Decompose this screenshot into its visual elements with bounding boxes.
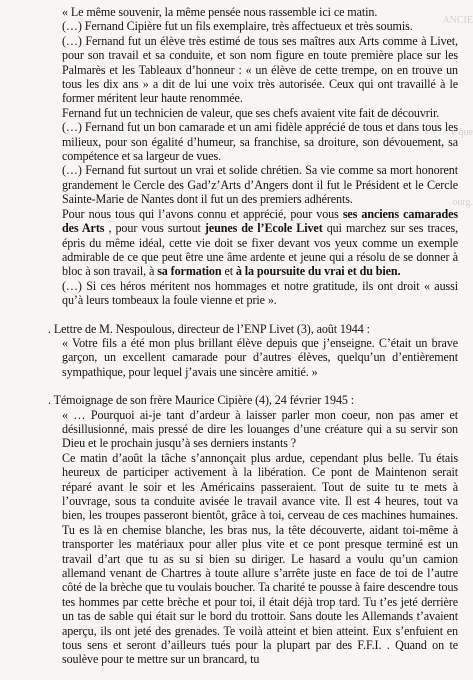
paragraph: « Le même souvenir, la même pensée nous rassemble ici ce matin. [62,5,378,19]
paragraph: « … Pourquoi ai-je tant d’ardeur à laisser parler mon coeur, non pas amer et désillusionné, mais pressé de dire les louanges d’une créature qui a su servir son Dieu et le prochain jusqu’à ses derniers instants ? [62,407,458,451]
paragraph: Pour nous tous qui l’avons connu et apprécié, pour vous ses anciens camarades des Arts , pour vous surtout jeunes de l’Ecole Livet qui marchez sur ses traces, épris du même idéal, cette vie doit se fixer devant vos yeux comme un exemple admirable de ce que peut être une âme ardente et jeune qui a résolu de se donner à bloc à son travail, à sa formation et à la poursuite du vrai et du bien. [62,206,458,279]
paragraph: Fernand fut un technicien de valeur, que ses chefs avaient vite fait de découvrir. [62,105,440,120]
emphasis-bold: jeunes de l’Ecole Livet [204,221,323,236]
bleed-through-text: ourg. [452,197,473,208]
emphasis-bold: ses anciens camarades des Arts [62,206,458,236]
document-body [48,5,458,667]
section-heading: . Témoignage de son frère Maurice Cipière (4), 24 février 1945 : [48,393,355,408]
paragraph: Ce matin d’août la tâche s’annonçait plus ardue, cependant plus belle. Tu étais heureux de participer activement à la libération. Ce pont de Maintenon serait réparé avant le soir et les Américains passeraient. Tout de suite tu te mets à l’ouvrage, sous ta conduite avisée le travail avance vite. Il est 4 heures, tout va bien, les troupes passeront bientôt, grâce à toi, cerveau de ces machines humaines. Tu es là en chemise blanche, les bras nus, la tête découverte, aidant toi-même à transporter les matériaux pour aller plus vite et ce pont presque terminé est un travail d’art que tu as su si bien su diriger. Le hasard a voulu qu’un camion allemand venant de Chartres à toute allure s’arrête juste en face de toi de l’autre côté de la brèche que tu voulais boucher. Ta charité te pousse à faire descendre tous tes hommes par cette brèche et pour toi, il était déjà trop tard. Tu t’es jeté derrière un tas de sable qui était sur le bord du trottoir. Sans doute les Allemands t’avaient aperçu, ils ont jeté des grenades. Te voilà atteint et bien atteint. Eux s’enfuient en tous sens et seront d’ailleurs tués pour la plupart par des F.F.I. . Quand on te soulève pour te mettre sur un brancard, tu [62,450,458,667]
paragraph: (…) Fernand fut surtout un vrai et solide chrétien. Sa vie comme sa mort honorent grandement le Cercle des Gad’z’Arts d’Angers dont il fut le Président et le Cercle Sainte-Marie de Nantes dont il fut un des premiers adhérents. [62,163,458,207]
emphasis-bold: à la poursuite du vrai et du bien. [235,264,401,279]
paragraph: (…) Fernand fut un élève très estimé de tous ses maîtres aux Arts comme à Livet, pour son travail et sa conduite, et son nom figure en toute première place sur les Palmarès et les Tableaux d’honneur : « un élève de cette trempe, on en trouve un tous les dix ans » a dit de lui une voix très autorisée. Ceux qui ont travaillé à le former méritent leur haute renommée. [62,33,458,106]
section-heading: . Lettre de M. Nespoulous, directeur de l’ENP Livet (3), août 1944 : [48,321,370,336]
paragraph: (…) Fernand Cipière fut un fils exemplaire, très affectueux et très soumis. [62,19,413,34]
emphasis-bold: sa formation [157,264,222,279]
paragraph: « Votre fils a été mon plus brillant élève depuis que j’enseigne. C’était un brave garçon, un excellent camarade pour d’autres élèves, quelqu’un d’entièrement sympathique, pour lequel j’avais une sincère amitié. » [62,335,458,379]
bleed-through-text: ANCIE [442,15,473,26]
bleed-through-text: e que [451,127,473,138]
paragraph: (…) Fernand fut un bon camarade et un ami fidèle apprécié de tous et dans tous les milieux, pour son égalité d’humeur, sa franchise, sa droiture, son dévouement, sa compétence et sa largeur de vues. [62,120,458,164]
paragraph: (…) Si ces héros méritent nos hommages et notre gratitude, ils ont droit « aussi qu’à leurs tombeaux la foule vienne et prie ». [62,278,458,308]
